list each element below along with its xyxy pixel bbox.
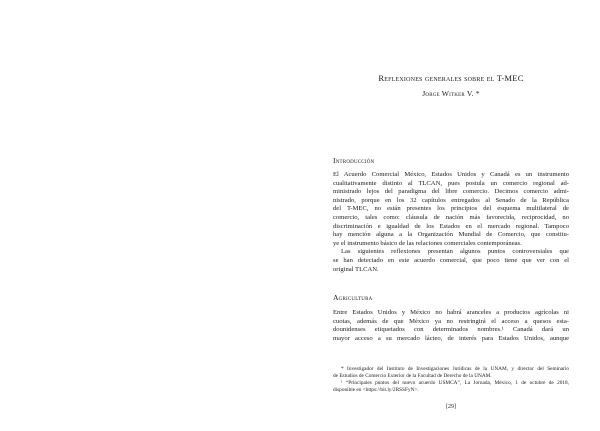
paragraph-line: original TLCAN. (333, 265, 379, 273)
paragraph-line: Las siguientes reflexiones presentan algunos puntos controversiales que (341, 248, 569, 256)
paragraph-line: ye el instrumento básico de las relaciones comerciales contemporáneas. (333, 239, 522, 247)
paragraph-line: hay mención alguna a la Organización Mundial de Comercio, que constitu- (333, 231, 569, 239)
footnote-line: ¹ “Principales puntos del nuevo acuerdo USMCA”, La Jornada, México, 1 de octubre de 2018, (341, 380, 569, 386)
paragraph-line: se han detectado en este acuerdo comercial, que poco tiene que ver con el (333, 256, 569, 264)
paragraph-line: del T-MEC, no están presentes los principios del esquema multilateral de (333, 205, 569, 213)
article-author: Jorge Witker V. * (422, 89, 480, 98)
paragraph-line: mayor acceso a su mercado lácteo, de interés para Estados Unidos, aunque (333, 334, 569, 342)
section-heading-introduccion: Introducción (333, 156, 375, 165)
article-title: Reflexiones generales sobre el T-MEC (378, 73, 524, 83)
footnote-line: de Estudios de Comercio Exterior de la Facultad de Derecho de la UNAM. (333, 373, 492, 379)
section-body-introduccion (333, 171, 569, 274)
paragraph-line: cualitativamente distinto al TLCAN, pues postula un comercio regional ad- (333, 179, 569, 187)
section-heading-agricultura: Agricultura (333, 293, 373, 302)
footnote-line: disponible en <https://bit.ly/2RSSFyN>. (333, 387, 419, 393)
paragraph-line: El Acuerdo Comercial México, Estados Unidos y Canadá es un instrumento (333, 171, 569, 178)
paragraph-line: discriminación e igualdad de los Estados en el mercado regional. Tampoco (333, 222, 569, 230)
section-body-agricultura (333, 309, 569, 343)
page-number: [29] (446, 404, 456, 410)
paragraph-line: ministrado lejos del paradigma del libre comercio. Decimos comercio admi- (333, 188, 569, 196)
footnote-line: * Investigador del Instituto de Investigaciones Jurídicas de la UNAM, y director del Seminario (341, 366, 569, 372)
paragraph-line: nistrado, porque en los 32 capítulos entregados al Senado de la República (333, 196, 569, 204)
paragraph-line: comercio, tales como: cláusula de nación más favorecida, reciprocidad, no (333, 213, 569, 221)
paragraph-line: Entre Estados Unidos y México no habrá aranceles a productos agrícolas ni (333, 309, 569, 316)
paragraph-line: dounidenses etiquetados con determinados nombres.¹ Canadá dará un (333, 326, 569, 334)
footnotes (333, 366, 569, 394)
paragraph-line: cuotas, además de que México ya no restringirá el acceso a quesos esta- (333, 317, 569, 325)
